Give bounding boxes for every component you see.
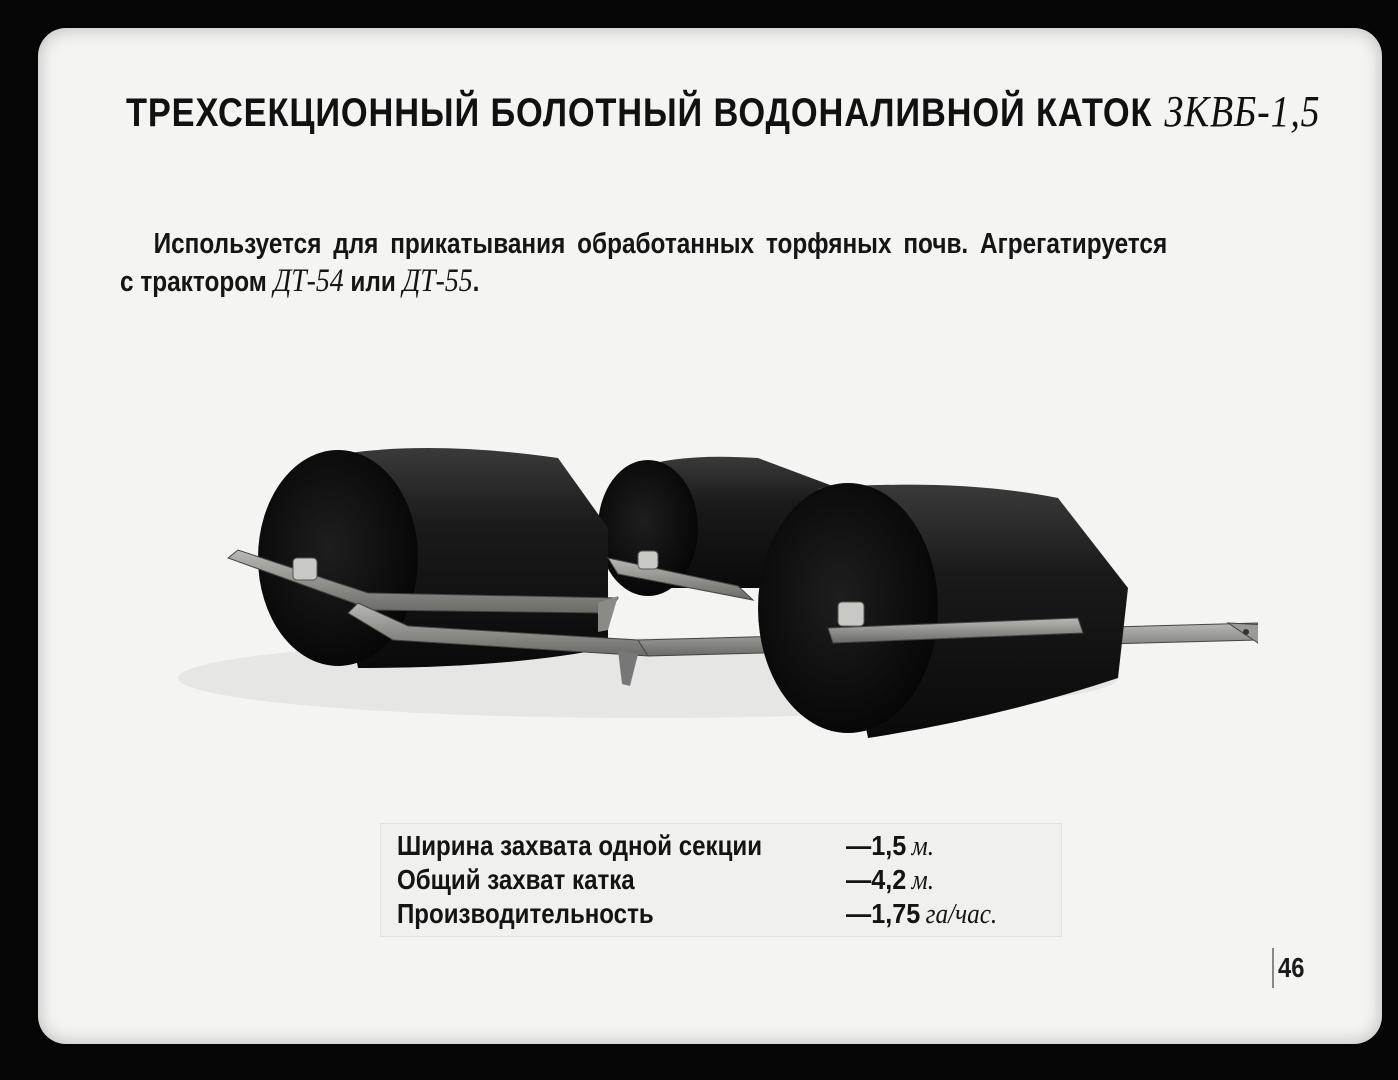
specifications-panel — [380, 823, 1062, 937]
spec-row — [397, 830, 762, 862]
description-line-1: Используется для прикатывания обработанных торфяных почв. Агрегатируется — [153, 228, 1168, 260]
spec-row — [397, 864, 635, 896]
description-prefix: с трактором — [120, 266, 267, 298]
page-number-divider — [1272, 948, 1274, 988]
roller-illustration — [178, 418, 1258, 758]
description-conj: или — [350, 266, 396, 298]
spec-unit: га/час. — [925, 899, 998, 930]
title-model: ЗКВБ-1,5 — [1164, 87, 1321, 136]
page-number: 46 — [1278, 952, 1305, 983]
spec-unit: м. — [911, 831, 935, 862]
spec-unit: м. — [911, 865, 935, 896]
slide-title — [126, 86, 1321, 137]
description — [120, 226, 1296, 301]
spec-number: —1,5 — [846, 830, 907, 861]
spec-label: Ширина захвата одной секции — [397, 830, 763, 861]
tractor-model-1: ДТ-54 — [273, 263, 344, 299]
spec-value — [846, 864, 934, 897]
spec-number: —1,75 — [846, 898, 921, 929]
spec-value — [846, 898, 997, 931]
spec-value — [846, 830, 934, 863]
spec-number: —4,2 — [846, 864, 907, 895]
spec-label: Общий захват катка — [397, 864, 635, 895]
spec-label: Производительность — [397, 898, 654, 929]
roller-drum-right — [758, 483, 1128, 738]
description-line-2 — [120, 263, 1296, 301]
tractor-model-2: ДТ-55 — [402, 263, 473, 299]
spec-row — [397, 898, 654, 930]
title-main: ТРЕХСЕКЦИОННЫЙ БОЛОТНЫЙ ВОДОНАЛИВНОЙ КАТОК — [126, 91, 1153, 135]
slide-frame — [38, 28, 1382, 1044]
description-end: . — [472, 266, 480, 298]
